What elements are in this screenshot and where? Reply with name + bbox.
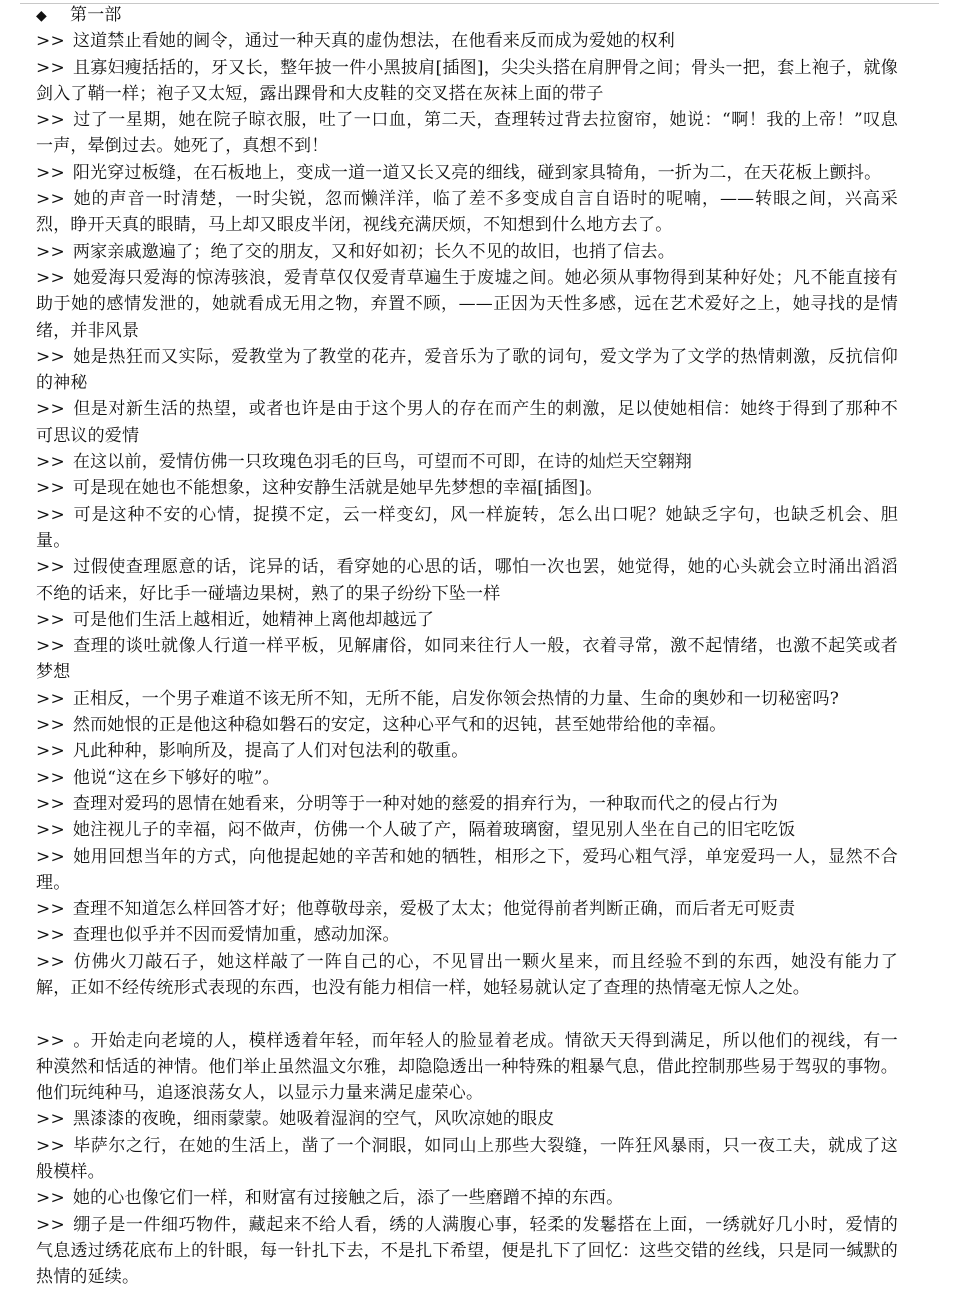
paragraph-text: 凡此种种，影响所及，提高了人们对包法利的敬重。 [72, 741, 469, 762]
paragraph [36, 239, 898, 265]
paragraph-marker: >> [36, 110, 65, 131]
paragraph-text: 正相反，一个男子难道不该无所不知，无所不能，启发你领会热情的力量、生命的奥妙和一切秘密吗? [72, 688, 840, 709]
paragraph-marker: >> [36, 1188, 65, 1209]
paragraph-marker: >> [36, 452, 65, 473]
paragraph [36, 475, 898, 501]
paragraph-text: 仿佛火刀敲石子，她这样敲了一阵自己的心，不见冒出一颗火星来，而且经验不到的东西，她没有能力了解，正如不经传统形式表现的东西，也没有能力相信一样，她轻易就认定了查理的热情毫无惊人之处。 [36, 951, 898, 998]
paragraph [36, 1106, 898, 1132]
paragraph [36, 686, 898, 712]
paragraph [36, 265, 898, 344]
paragraph-marker: >> [36, 951, 65, 972]
diamond-bullet-icon: ◆ [36, 8, 47, 24]
paragraph [36, 633, 898, 686]
paragraph [36, 28, 898, 54]
paragraph-marker: >> [36, 162, 65, 183]
paragraph-text: 绷子是一件细巧物件，藏起来不给人看，绣的人满腹心事，轻柔的发鬈搭在上面，一绣就好几小时，爱情的气息透过绣花底布上的针眼，每一针扎下去，不是扎下希望，便是扎下了回忆：这些交错的丝线，只是同一缄默的热情的延续。 [36, 1214, 898, 1288]
paragraph-marker: >> [36, 478, 65, 499]
paragraph-marker: >> [36, 557, 65, 578]
paragraph-text: 在这以前，爱情仿佛一只玫瑰色羽毛的巨鸟，可望而不可即，在诗的灿烂天空翱翔 [72, 452, 693, 473]
paragraph-text: 她爱海只爱海的惊涛骇浪，爱青草仅仅爱青草遍生于废墟之间。她必须从事物得到某种好处；凡不能直接有助于她的感情发泄的，她就看成无用之物，弃置不顾，——正因为天性多感，远在艺术爱好之上，她寻找的是情绪，并非风景 [36, 267, 898, 341]
paragraph-text: 她注视儿子的幸福，闷不做声，仿佛一个人破了产，隔着玻璃窗，望见别人坐在自己的旧宅吃饭 [72, 820, 796, 841]
paragraph-marker: >> [36, 346, 65, 367]
paragraph-marker: >> [36, 241, 65, 262]
paragraph-text: 然而她恨的正是他这种稳如磐石的安定，这种心平气和的迟钝，甚至她带给他的幸福。 [72, 715, 727, 736]
paragraph [36, 896, 898, 922]
paragraph-text: 且寡妇瘦括括的，牙又长，整年披一件小黑披肩[插图]，尖尖头搭在肩胛骨之间；骨头一把，套上袍子，就像剑入了鞘一样；袍子又太短，露出踝骨和大皮鞋的交叉搭在灰袜上面的带子 [36, 57, 898, 104]
paragraph-text: 她是热狂而又实际，爱教堂为了教堂的花卉，爱音乐为了歌的词句，爱文学为了文学的热情刺激，反抗信仰的神秘 [36, 346, 898, 394]
paragraph-marker: >> [36, 31, 65, 52]
paragraph [36, 1185, 898, 1211]
paragraph [36, 396, 898, 449]
paragraph-text: 阳光穿过板缝，在石板地上，变成一道一道又长又亮的细线，碰到家具犄角，一折为二，在天花板上颤抖。 [72, 162, 882, 183]
paragraph-marker: >> [36, 820, 65, 841]
paragraph [36, 844, 898, 897]
paragraph-text: 但是对新生活的热望，或者也许是由于这个男人的存在而产生的刺激，足以使她相信：她终于得到了那种不可思议的爱情 [36, 399, 898, 446]
paragraph-marker: >> [36, 267, 65, 288]
paragraph [36, 1028, 898, 1107]
paragraph-marker: >> [36, 1109, 65, 1130]
paragraph-text: 黑漆漆的夜晚，细雨蒙蒙。她吸着湿润的空气，风吹凉她的眼皮 [72, 1109, 555, 1130]
paragraph-text: 。开始走向老境的人，模样透着年轻，而年轻人的脸显着老成。情欲天天得到满足，所以他们的视线，有一种漠然和恬适的神情。他们举止虽然温文尔雅，却隐隐透出一种特殊的粗暴气息，借此控制那些易于驾驭的事物。他们玩纯种马，追逐浪荡女人，以显示力量来满足虚荣心。 [36, 1030, 898, 1104]
paragraph-text: 查理也似乎并不因而爱情加重，感动加深。 [72, 925, 400, 946]
paragraph-text: 查理的谈吐就像人行道一样平板，见解庸俗，如同来往行人一般，衣着寻常，激不起情绪，也激不起笑或者梦想 [36, 636, 898, 683]
paragraph-marker: >> [36, 1030, 65, 1051]
paragraph [36, 55, 898, 108]
document-page [36, 2, 898, 1291]
paragraph-text: 过假使查理愿意的话，诧异的话，看穿她的心思的话，哪怕一次也罢，她觉得，她的心头就会立时涌出滔滔不绝的话来，好比手一碰墙边果树，熟了的果子纷纷下坠一样 [36, 557, 898, 604]
paragraph-marker: >> [36, 688, 65, 709]
paragraph-text: 两家亲戚邀遍了；绝了交的朋友，又和好如初；长久不见的故旧，也捎了信去。 [72, 241, 675, 262]
paragraph [36, 449, 898, 475]
paragraph [36, 107, 898, 160]
paragraph-text: 过了一星期，她在院子晾衣服，吐了一口血，第二天，查理转过背去拉窗帘，她说：“啊！我的上帝！”叹息一声，晕倒过去。她死了，真想不到！ [36, 110, 898, 157]
paragraph-marker: >> [36, 1135, 65, 1156]
paragraph-marker: >> [36, 1214, 65, 1235]
paragraph-text: 她用回想当年的方式，向他提起她的辛苦和她的牺牲，相形之下，爱玛心粗气浮，单宠爱玛一人，显然不合理。 [36, 846, 898, 893]
section-title: 第一部 [70, 5, 122, 25]
paragraph-marker: >> [36, 57, 65, 78]
paragraph-marker: >> [36, 741, 65, 762]
paragraph [36, 607, 898, 633]
paragraph [36, 554, 898, 607]
paragraph-text: 毕萨尔之行，在她的生活上，凿了一个洞眼，如同山上那些大裂缝，一阵狂风暴雨，只一夜工夫，就成了这般模样。 [36, 1135, 898, 1183]
paragraph [36, 502, 898, 555]
paragraph-marker: >> [36, 793, 65, 814]
paragraph-text: 可是这种不安的心情，捉摸不定，云一样变幻，风一样旋转，怎么出口呢？她缺乏字句，也缺乏机会、胆量。 [36, 504, 898, 551]
paragraph-marker: >> [36, 636, 65, 657]
paragraph-marker: >> [36, 767, 65, 788]
paragraph [36, 1133, 898, 1186]
paragraph-list-part1 [36, 28, 898, 1001]
paragraph-text: 这道禁止看她的阃令，通过一种天真的虚伪想法，在他看来反而成为爱她的权利 [72, 31, 675, 52]
paragraph-marker: >> [36, 715, 65, 736]
section-heading [36, 2, 898, 28]
paragraph-text: 她的心也像它们一样，和财富有过接触之后，添了一些磨蹭不掉的东西。 [72, 1188, 624, 1209]
paragraph [36, 160, 898, 186]
paragraph-text: 查理不知道怎么样回答才好；他尊敬母亲，爱极了太太；他觉得前者判断正确，而后者无可贬责 [72, 899, 796, 920]
section-spacer [36, 1001, 898, 1027]
paragraph [36, 186, 898, 239]
paragraph [36, 344, 898, 397]
paragraph [36, 765, 898, 791]
paragraph-text: 可是现在她也不能想象，这种安静生活就是她早先梦想的幸福[插图]。 [72, 478, 603, 499]
paragraph-text: 她的声音一时清楚，一时尖锐，忽而懒洋洋，临了差不多变成自言自语时的呢喃，——转眼之间，兴高采烈，睁开天真的眼睛，马上却又眼皮半闭，视线充满厌烦，不知想到什么地方去了。 [36, 189, 898, 236]
paragraph-marker: >> [36, 189, 65, 210]
paragraph [36, 949, 898, 1002]
paragraph-marker: >> [36, 504, 65, 525]
paragraph-marker: >> [36, 609, 65, 630]
paragraph-text: 他说“这在乡下够好的啦”。 [72, 767, 280, 788]
paragraph-text: 查理对爱玛的恩情在她看来，分明等于一种对她的慈爱的捐弃行为，一种取而代之的侵占行为 [72, 793, 779, 814]
paragraph-list-part2 [36, 1028, 898, 1291]
paragraph [36, 922, 898, 948]
paragraph-text: 可是他们生活上越相近，她精神上离他却越远了 [72, 609, 435, 630]
paragraph [36, 791, 898, 817]
paragraph [36, 712, 898, 738]
paragraph-marker: >> [36, 399, 65, 420]
paragraph [36, 738, 898, 764]
paragraph [36, 817, 898, 843]
paragraph-marker: >> [36, 925, 65, 946]
paragraph-marker: >> [36, 899, 65, 920]
paragraph-marker: >> [36, 846, 65, 867]
